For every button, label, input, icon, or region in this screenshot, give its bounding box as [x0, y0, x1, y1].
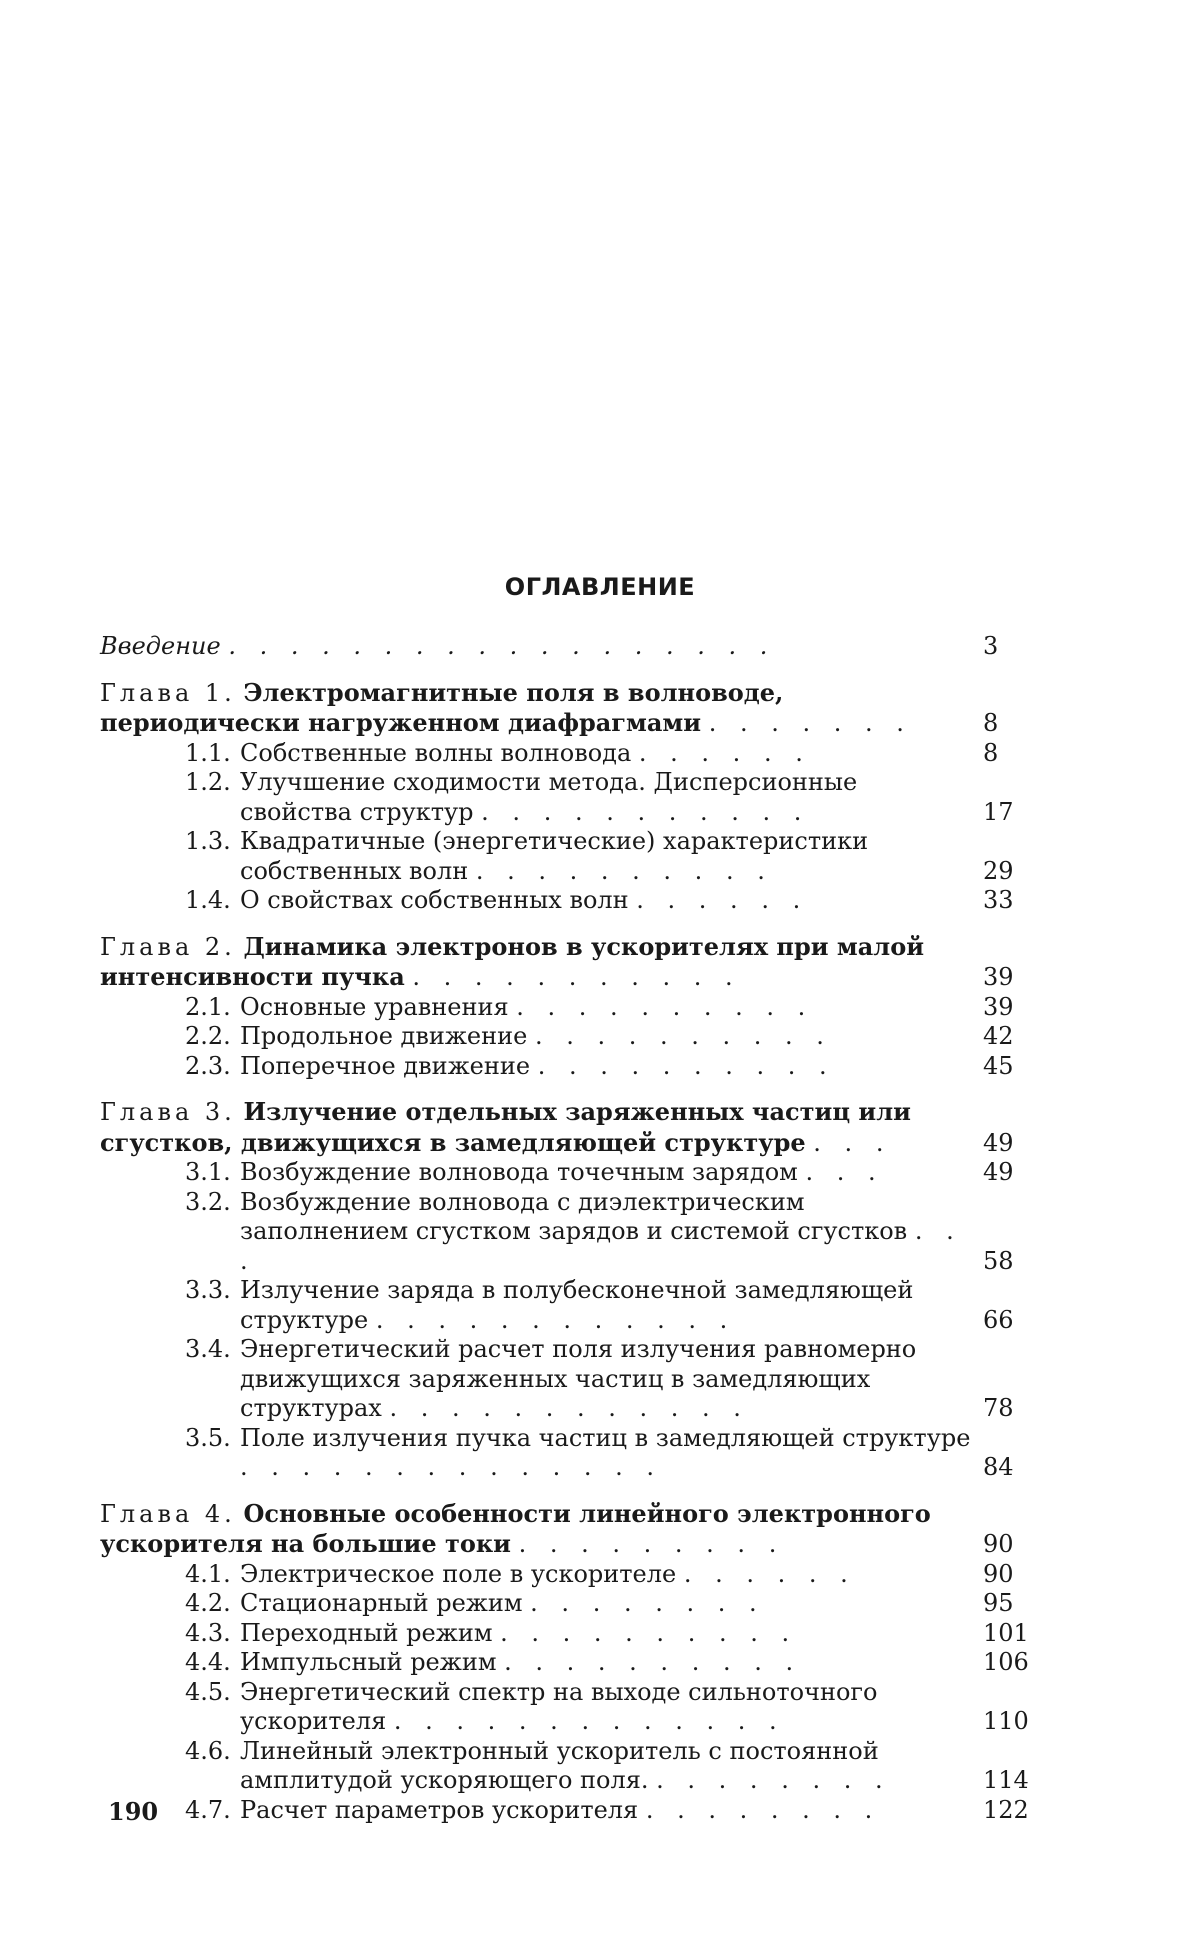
page-number: 114: [983, 1766, 1029, 1794]
section-title: Поле излучения пучка частиц в замедляющей структуре: [240, 1423, 971, 1452]
toc-entry-section-4-3[interactable]: [100, 1619, 1035, 1649]
dot-leader: . . .: [240, 1217, 962, 1275]
dot-leader: . . . . . . . . . . .: [481, 797, 810, 826]
dot-leader: . . . . . . . .: [530, 1589, 765, 1617]
section-title: Импульсный режим: [240, 1648, 497, 1676]
page-number: 95: [983, 1589, 1014, 1617]
section-number: 4.3.: [185, 1618, 231, 1647]
section-number: 4.7.: [185, 1795, 231, 1824]
dot-leader: . . . . . . . . . . . . . . . . . .: [228, 632, 776, 660]
dot-leader: . . . . . .: [683, 1559, 856, 1588]
dot-leader: . . . . . . . . . . . .: [389, 1394, 749, 1422]
page-number: 49: [983, 1128, 1014, 1157]
toc-entry-chapter-1[interactable]: [100, 678, 1035, 739]
chapter-label: Глава 1.: [100, 678, 236, 707]
chapter-title: Динамика электронов в ускорителях при малой интенсивности пучка: [100, 931, 925, 991]
page-number: 8: [983, 709, 999, 737]
toc-entry-chapter-4[interactable]: [100, 1499, 1035, 1560]
dot-leader: . . . . . . . . . . . .: [375, 1305, 736, 1334]
dot-leader: . . . . . . .: [708, 709, 912, 737]
section-title: Улучшение сходимости метода. Дисперсионные свойства структур: [240, 768, 858, 826]
dot-leader: . . . . . .: [638, 738, 811, 767]
section-number: 1.4.: [185, 886, 231, 914]
dot-leader: . . . . . . . .: [656, 1766, 891, 1794]
section-title: Энергетический расчет поля излучения равномерно движущихся заряженных частиц в замедляющих структурах: [240, 1335, 917, 1422]
section-number: 3.5.: [185, 1423, 231, 1452]
dot-leader: . . . . . . . . . .: [500, 1618, 798, 1647]
page-number: 58: [983, 1246, 1014, 1275]
page-title: ОГЛАВЛЕНИЕ: [504, 573, 696, 601]
section-number: 4.6.: [185, 1736, 231, 1765]
section-number: 3.3.: [185, 1276, 231, 1304]
page-number: 110: [983, 1707, 1029, 1735]
page-number: 66: [983, 1305, 1014, 1334]
page-number: 17: [983, 797, 1014, 826]
section-title: Возбуждение волновода точечным зарядом: [240, 1158, 798, 1186]
section-title: Продольное движение: [240, 1022, 528, 1050]
toc-entry-chapter-2[interactable]: [100, 932, 1035, 993]
toc-entry-section-1-3[interactable]: [100, 827, 1035, 886]
section-number: 1.3.: [185, 827, 231, 855]
section-title: Излучение заряда в полубесконечной замедляющей структуре: [240, 1276, 914, 1334]
dot-leader: . . . . . .: [636, 886, 809, 914]
dot-leader: . . . . . . . . . .: [475, 856, 773, 885]
page-number: 42: [983, 1022, 1014, 1050]
toc-entry-section-2-3[interactable]: [100, 1052, 1035, 1082]
toc-entry-section-3-2[interactable]: [100, 1188, 1035, 1277]
page-number: 106: [983, 1648, 1029, 1676]
page-number: 8: [983, 738, 999, 767]
toc-entry-section-2-2[interactable]: [100, 1022, 1035, 1052]
chapter-title: Электромагнитные поля в волноводе, периодически нагруженном диафрагмами: [100, 677, 784, 737]
dot-leader: . . . . . . . . . .: [537, 1051, 835, 1080]
page-number: 39: [983, 963, 1014, 991]
dot-leader: . . .: [813, 1128, 892, 1157]
section-title: Расчет параметров ускорителя: [240, 1795, 639, 1824]
toc-entry-chapter-3[interactable]: [100, 1097, 1035, 1158]
section-title: Стационарный режим: [240, 1589, 523, 1617]
table-of-contents: [100, 632, 1035, 1825]
dot-leader: . . . . . . . . . .: [534, 1022, 832, 1050]
dot-leader: . . . . . . . . . . . . .: [393, 1707, 785, 1735]
dot-leader: . . . . . . . . .: [518, 1530, 785, 1558]
toc-entry-section-2-1[interactable]: [100, 993, 1035, 1023]
section-title: Линейный электронный ускоритель с постоянной амплитудой ускоряющего поля.: [240, 1736, 879, 1794]
section-number: 4.2.: [185, 1589, 231, 1617]
section-title: Собственные волны волновода: [240, 738, 632, 767]
dot-leader: . . . . . . . . . . .: [412, 963, 741, 991]
page-number: 122: [983, 1795, 1029, 1824]
page-folio-number: 190: [108, 1797, 159, 1826]
section-title: Основные уравнения: [240, 992, 509, 1021]
page-number: 101: [983, 1618, 1029, 1647]
toc-entry-section-3-3[interactable]: [100, 1276, 1035, 1335]
chapter-title: Излучение отдельных заряженных частиц или сгустков, движущихся в замедляющей структуре: [100, 1097, 911, 1157]
section-number: 2.1.: [185, 992, 231, 1021]
page-number: 90: [983, 1530, 1014, 1558]
toc-entry-section-3-4[interactable]: [100, 1335, 1035, 1424]
section-title: Квадратичные (энергетические) характеристики собственных волн: [240, 827, 869, 885]
page-number: 45: [983, 1051, 1014, 1080]
toc-entry-section-3-1[interactable]: [100, 1158, 1035, 1188]
section-number: 1.1.: [185, 738, 231, 767]
dot-leader: . . . . . . . . . . . . . .: [240, 1453, 662, 1481]
page-number: 78: [983, 1394, 1014, 1422]
page-number: 33: [983, 886, 1014, 914]
section-title: Переходный режим: [240, 1618, 493, 1647]
section-number: 3.2.: [185, 1187, 231, 1216]
chapter-title: Основные особенности линейного электронного ускорителя на большие токи: [100, 1498, 931, 1558]
chapter-label: Глава 2.: [100, 932, 236, 961]
section-title: Электрическое поле в ускорителе: [240, 1559, 677, 1588]
dot-leader: . . . . . . . . . .: [504, 1648, 802, 1676]
section-title: Поперечное движение: [240, 1051, 531, 1080]
page-number: 84: [983, 1453, 1014, 1481]
dot-leader: . . . . . . . .: [645, 1795, 881, 1824]
toc-entry-section-4-1[interactable]: [100, 1560, 1035, 1590]
page-number: 49: [983, 1158, 1014, 1186]
toc-entry-section-4-4[interactable]: [100, 1648, 1035, 1678]
section-number: 1.2.: [185, 768, 231, 796]
section-number: 4.4.: [185, 1648, 231, 1676]
intro-label: Введение: [100, 632, 221, 660]
toc-entry-section-3-5[interactable]: [100, 1424, 1035, 1483]
chapter-label: Глава 4.: [100, 1499, 236, 1528]
toc-entry-section-4-6[interactable]: [100, 1737, 1035, 1796]
toc-entry-section-4-7[interactable]: [100, 1796, 1035, 1826]
toc-entry-section-1-2[interactable]: [100, 768, 1035, 827]
section-title: Возбуждение волновода с диэлектрическим заполнением сгустком зарядов и системой сгустков: [240, 1187, 908, 1245]
page-number: 90: [983, 1559, 1014, 1588]
section-number: 3.1.: [185, 1158, 231, 1186]
section-number: 3.4.: [185, 1335, 231, 1363]
toc-entry-section-1-1[interactable]: [100, 739, 1035, 769]
section-title: О свойствах собственных волн: [240, 886, 629, 914]
page-number: 3: [983, 632, 999, 660]
toc-entry-section-1-4[interactable]: [100, 886, 1035, 916]
toc-entry-section-4-2[interactable]: [100, 1589, 1035, 1619]
chapter-label: Глава 3.: [100, 1098, 236, 1126]
section-number: 2.2.: [185, 1022, 231, 1050]
toc-entry-intro[interactable]: [100, 632, 1035, 662]
toc-entry-section-4-5[interactable]: [100, 1678, 1035, 1737]
dot-leader: . . . . . . . . . .: [516, 992, 814, 1021]
section-number: 2.3.: [185, 1051, 231, 1080]
dot-leader: . . .: [805, 1158, 884, 1186]
section-number: 4.5.: [185, 1677, 231, 1706]
page-number: 39: [983, 992, 1014, 1021]
page-number: 29: [983, 856, 1014, 885]
section-number: 4.1.: [185, 1559, 231, 1588]
section-title: Энергетический спектр на выходе сильноточного ускорителя: [240, 1677, 878, 1735]
